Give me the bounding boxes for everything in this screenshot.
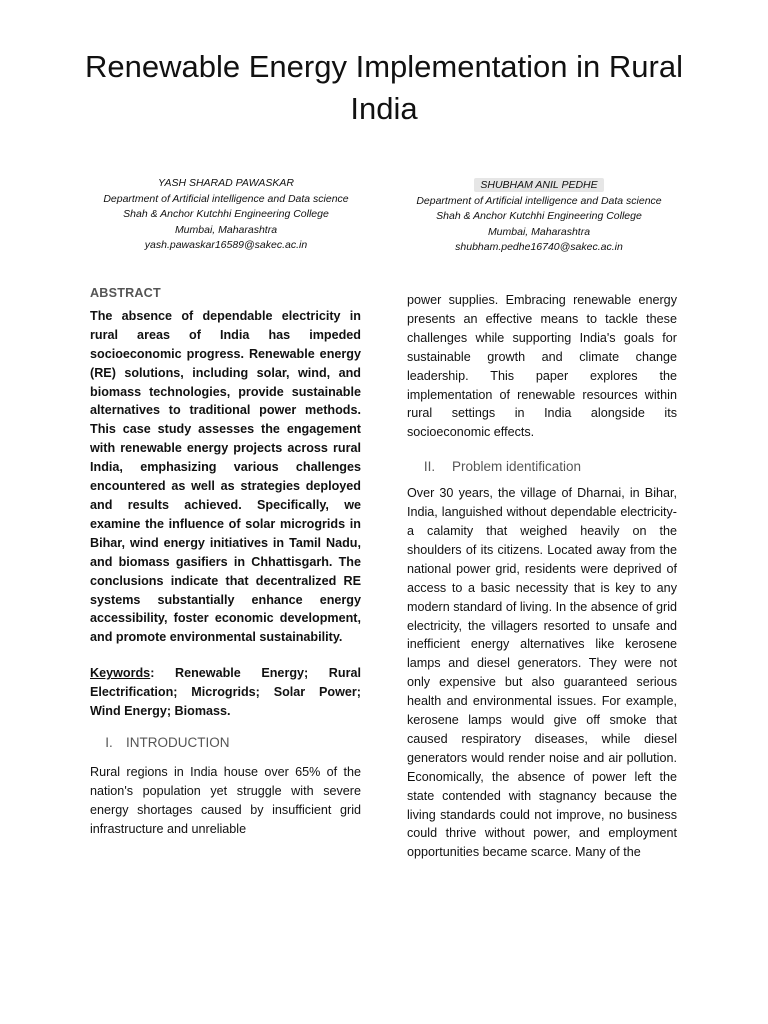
- abstract-text: The absence of dependable electricity in rural areas of India has impeded socioeconomic progress. Renewable energy (RE) solutions, including solar, wind, and biomass technologies, provide sustainable alternatives to traditional power methods. This case study assesses the engagement with renewable energy projects across rural India, emphasizing various challenges encountered as well as strategies deployed and results achieved. Specifically, we examine the influence of solar microgrids in Bihar, wind energy initiatives in Tamil Nadu, and biomass gasifiers in Chhattisgarh. The conclusions indicate that decentralized RE systems substantially enhance energy accessibility, foster economic development, and promote environmental sustainability.: [90, 308, 361, 645]
- right-column: [407, 291, 677, 862]
- problem-identification-text: Over 30 years, the village of Dharnai, in Bihar, India, languished without dependable electricity-a calamity that weighed heavily on the shoulders of its citizens. Located away from the national power grid, residents were deprived of access to a basic necessity that is key to any modern standard of living. In the absence of grid electricity, the villagers resorted to unsafe and inefficient energy alternatives like kerosene lamps and diesel generators. They were not only expensive but also guaranteed serious health and environmental issues. For example, kerosene lamps would give off smoke that caused respiratory diseases, while diesel generators would render noise and air pollution. Economically, the absence of power left the state contended with stagnancy because the living standards could not improve, no business could thrive without power, and employment opportunities became scarce. Many of the: [407, 486, 677, 860]
- section-heading-problem-identification: [407, 458, 677, 477]
- section-number: I.: [105, 734, 113, 750]
- abstract-heading: ABSTRACT: [90, 286, 161, 300]
- author-email: shubham.pedhe16740@sakec.ac.in: [455, 241, 623, 253]
- keywords-label: Keywords: [90, 666, 151, 681]
- author-name: YASH SHARAD PAWASKAR: [158, 177, 294, 189]
- introduction-text: Rural regions in India house over 65% of the nation's population yet struggle with severe energy shortages caused by insufficient grid infrastructure and unreliable: [90, 764, 361, 836]
- keywords-text: : Renewable Energy; Rural Electrification; Microgrids; Solar Power; Wind Energy; Biomass.: [90, 666, 361, 719]
- paper-title: Renewable Energy Implementation in Rural India: [85, 49, 683, 126]
- author-location: Mumbai, Maharashtra: [487, 225, 591, 238]
- left-column: [90, 284, 361, 838]
- author-block-2: [398, 178, 680, 256]
- author-department: Department of Artificial intelligence and Data science: [103, 192, 349, 205]
- section-number: II.: [423, 459, 436, 475]
- author-department: Department of Artificial intelligence and Data science: [416, 194, 662, 207]
- introduction-continued-text: power supplies. Embracing renewable energy presents an effective means to tackle these challenges while supporting India's goals for sustainable growth and climate change leadership. This paper explores the implementation of renewable resources within rural settings in India alongside its socioeconomic effects.: [407, 293, 677, 440]
- author-college: Shah & Anchor Kutchhi Engineering College: [123, 208, 329, 220]
- section-title: Problem identification: [452, 459, 582, 475]
- author-location: Mumbai, Maharashtra: [174, 223, 278, 236]
- author-college: Shah & Anchor Kutchhi Engineering College: [436, 210, 642, 222]
- author-email: yash.pawaskar16589@sakec.ac.in: [144, 239, 308, 251]
- keywords: [90, 664, 361, 721]
- author-name: SHUBHAM ANIL PEDHE: [474, 178, 603, 192]
- author-block-1: [80, 176, 372, 254]
- section-heading-introduction: [94, 734, 361, 753]
- section-title: INTRODUCTION: [126, 734, 230, 750]
